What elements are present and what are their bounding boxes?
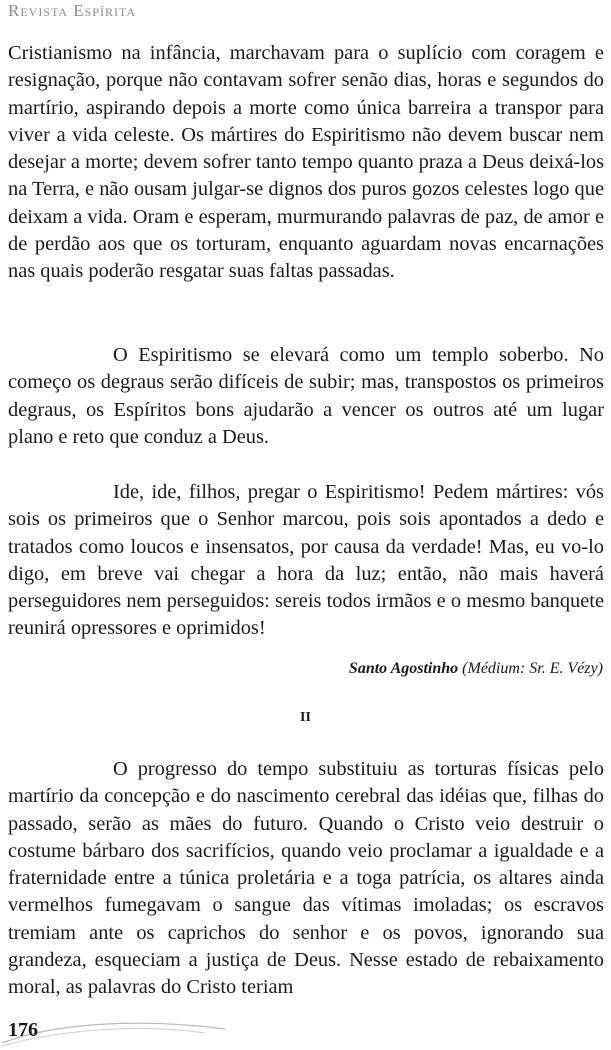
- paragraph-1: Cristianismo na infância, marchavam para o suplício com coragem e resignação, porque não contavam sofrer senão dias, horas e segundos do martírio, aspirando depois a morte como única barreira a transpor para viver a vida celeste. Os mártires do Espiritismo não devem buscar nem desejar a morte; devem sofrer tanto tempo quanto praza a Deus deixá-los na Terra, e não ousam julgar-se dignos dos puros gozos celestes logo que deixam a vida. Oram e esperam, murmurando palavras de paz, de amor e de perdão aos que os torturam, enquanto aguardam novas encarnações nas quais poderão resgatar suas faltas passadas.: [8, 42, 604, 283]
- paragraph-3: Ide, ide, filhos, pregar o Espiritismo! Pedem mártires: vós sois os primeiros que o Senhor marcou, pois sois apontados a dedo e tratados como loucos e insensatos, por causa da verdade! Mas, eu vo-lo digo, em breve vai chegar a hora da luz; então, não mais haverá perseguidores nem perseguidos: sereis todos irmãos e o mesmo banquete reunirá opressores e oprimidos!: [8, 481, 604, 640]
- paragraph-2: O Espiritismo se elevará como um templo soberbo. No começo os degraus serão difíceis de subir; mas, transpostos os primeiros degraus, os Espíritos bons ajudarão a vencer os outros até um lugar plano e reto que conduz a Deus.: [8, 344, 604, 448]
- paragraph-4: O progresso do tempo substituiu as torturas físicas pelo martírio da concepção e do nascimento cerebral das idéias que, filhas do passado, serão as mães do futuro. Quando o Cristo veio destruir o costume bárbaro dos sacrifícios, quando veio proclamar a igualdade e a fraternidade entre a túnica proletária e a toga patrícia, os altares ainda vermelhos fumegavam o sangue das vítimas imoladas; os escravos tremiam ante os caprichos do senhor e os povos, ignorando sua grandeza, esqueciam a justiça de Deus. Nesse estado de rebaixamento moral, as palavras do Cristo teriam: [8, 758, 604, 999]
- signature-medium: (Médium: Sr. E. Vézy): [462, 660, 603, 677]
- signature: [349, 660, 603, 678]
- page-number: 176: [8, 1019, 38, 1041]
- signature-name: Santo Agostinho: [348, 660, 459, 677]
- section-numeral: II: [300, 710, 311, 725]
- running-head: Revista Espírita: [8, 1, 137, 20]
